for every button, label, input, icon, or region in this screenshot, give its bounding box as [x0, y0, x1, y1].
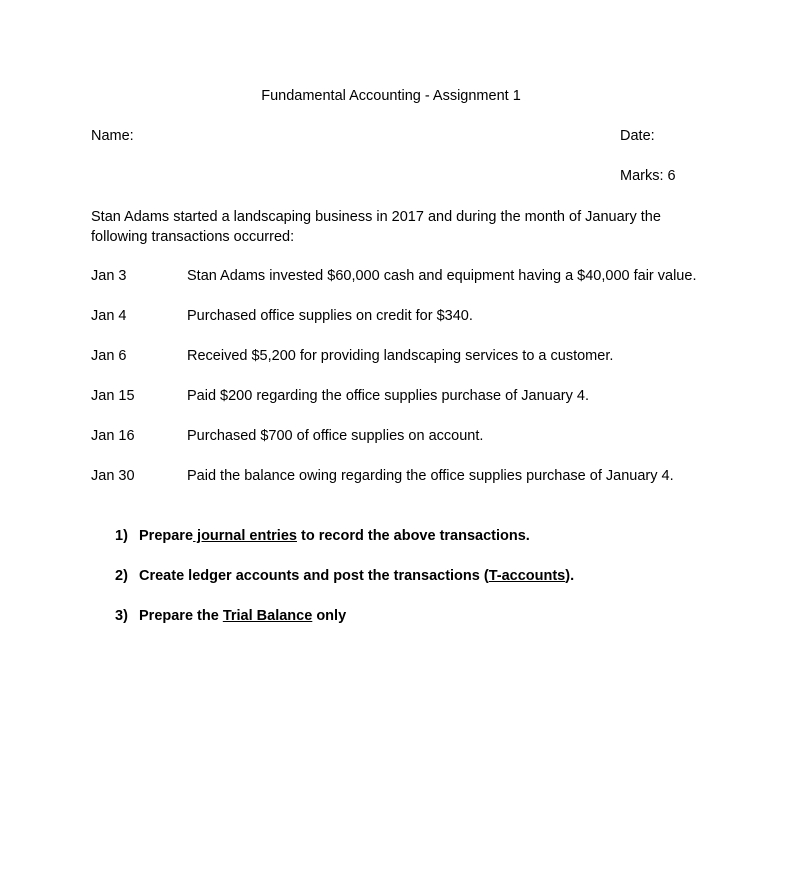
- t-accounts-link[interactable]: T-accounts: [488, 568, 566, 584]
- journal-entries-link[interactable]: journal entries: [193, 528, 297, 544]
- marks-label: Marks: 6: [620, 168, 676, 184]
- name-label: Name:: [91, 128, 134, 144]
- transaction-date: Jan 16: [91, 428, 135, 444]
- question-text-pre: Prepare the: [139, 608, 223, 624]
- question-text-post: only: [312, 608, 347, 624]
- transaction-row: [91, 267, 731, 307]
- question-text: [139, 567, 715, 607]
- question-item: [115, 527, 715, 567]
- question-item: [115, 607, 715, 647]
- question-text-post: ).: [565, 568, 575, 584]
- transaction-row: [91, 347, 731, 387]
- question-text-pre: Prepare: [139, 528, 194, 544]
- transaction-list: [91, 267, 731, 507]
- trial-balance-link[interactable]: Trial Balance: [222, 608, 313, 624]
- question-text-pre: Create ledger accounts and post the transactions (: [139, 568, 489, 584]
- transaction-description: Purchased office supplies on credit for $340.: [187, 308, 473, 324]
- question-number: 2): [115, 568, 128, 584]
- transaction-description: Paid the balance owing regarding the office supplies purchase of January 4.: [187, 468, 674, 484]
- question-number: 3): [115, 608, 128, 624]
- transaction-description: Paid $200 regarding the office supplies purchase of January 4.: [187, 388, 589, 404]
- transaction-row: [91, 427, 731, 467]
- transaction-row: [91, 467, 731, 507]
- transaction-row: [91, 307, 731, 347]
- question-list: [115, 527, 715, 647]
- transaction-description: Stan Adams invested $60,000 cash and equipment having a $40,000 fair value.: [187, 268, 697, 284]
- question-text: [139, 607, 715, 647]
- document-title: Fundamental Accounting - Assignment 1: [261, 88, 521, 104]
- question-item: [115, 567, 715, 607]
- question-text-post: to record the above transactions.: [296, 528, 530, 544]
- question-number: 1): [115, 528, 128, 544]
- transaction-date: Jan 4: [91, 308, 127, 324]
- transaction-date: Jan 3: [91, 268, 127, 284]
- transaction-description: Purchased $700 of office supplies on account.: [187, 428, 484, 444]
- date-label: Date:: [620, 128, 655, 144]
- transaction-row: [91, 387, 731, 427]
- transaction-date: Jan 6: [91, 348, 127, 364]
- transaction-date: Jan 15: [91, 388, 135, 404]
- transaction-description: Received $5,200 for providing landscaping services to a customer.: [187, 348, 614, 364]
- transaction-date: Jan 30: [91, 468, 135, 484]
- intro-paragraph: Stan Adams started a landscaping business in 2017 and during the month of January the following transactions occurred:: [91, 209, 661, 245]
- question-text: [139, 527, 715, 567]
